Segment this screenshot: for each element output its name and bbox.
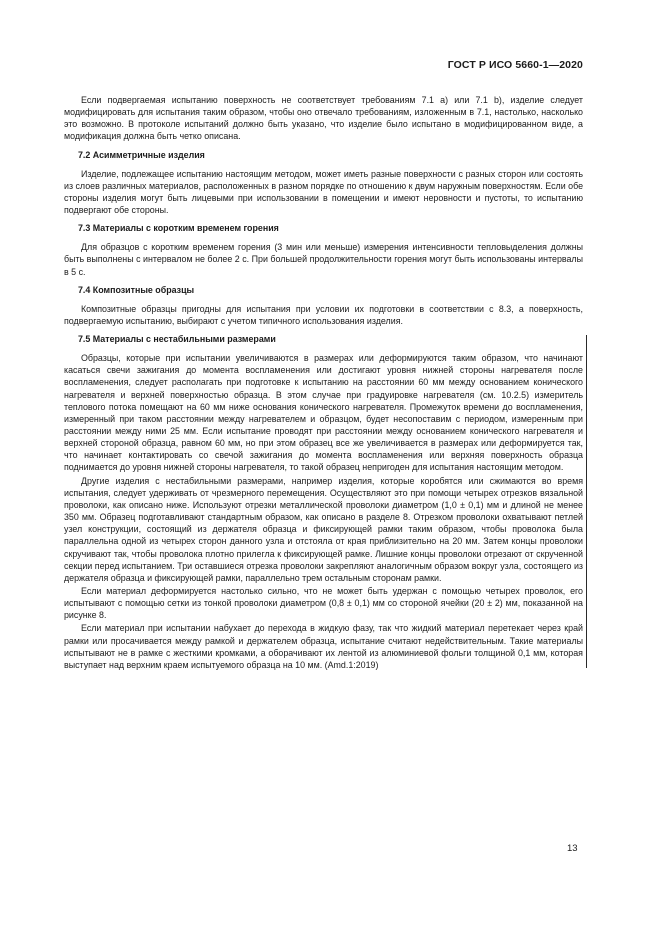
section-7-3-paragraph: Для образцов с коротким временем горения (3 мин или меньше) измерения интенсивности тепловыделения должны быть выполнены с интервалом не более 2 с. При большей продолжительности горения могут быть использованы интервалы в 5 с. — [64, 242, 583, 277]
section-7-5-paragraph-2: Другие изделия с нестабильными размерами, например изделия, которые коробятся или сжимаются во время испытания, следует удерживать от чрезмерного перемещения. Осуществляют это при помощи четырех отрезков вязальной проволоки, как описано ниже. Используют отрезки металлической проволоки диаметром (1,0 ± 0,1) мм и длиной не менее 350 мм. Образец подготавливают стандартным образом, как описано в разделе 8. Отрезком проволоки охватывают петлей узел конструкции, состоящий из держателя образца и фиксирующей рамки таким образом, чтобы проволока была параллельна одной из четырех сторон данного узла и отстояла от края приблизительно на 20 мм. Затем концы проволоки скручивают так, чтобы проволока плотно прилегла к фиксирующей рамке. Лишние концы проволоки отрезают от скрученной секции перед испытанием. Три оставшиеся отрезка проволоки закрепляют аналогичным образом вокруг узла, состоящего из держателя образца и фиксирующей рамки, параллельно трем остальным сторонам рамки. — [64, 475, 583, 583]
page-number: 13 — [567, 843, 578, 854]
section-heading-7-5: 7.5 Материалы с нестабильными размерами — [78, 334, 276, 345]
standard-designation: ГОСТ Р ИСО 5660-1—2020 — [447, 59, 583, 71]
amended-section-7-5 — [64, 333, 583, 671]
change-marker-bar — [586, 335, 588, 668]
section-heading-7-4: 7.4 Композитные образцы — [78, 284, 195, 295]
intro-paragraph: Если подвергаемая испытанию поверхность не соответствует требованиям 7.1 а) или 7.1 b), изделие следует модифицировать для испытания таким образом, чтобы оно отвечало требованиям, изложенным в 7.1, настолько, насколько это возможно. В протоколе испытаний должно быть указано, что изделие было испытано в модифицированном виде, а модификация должна быть четко описана. — [64, 95, 583, 142]
section-7-4-paragraph: Композитные образцы пригодны для испытания при условии их подготовки в соответствии с 8.3, а поверхность, подвергаемую испытанию, выбирают с учетом типичного использования изделия. — [64, 303, 583, 326]
section-7-5-paragraph-1: Образцы, которые при испытании увеличиваются в размерах или деформируются таким образом, что начинают касаться свечи зажигания до момента воспламенения или достигают уровня нижней стороны нагревателя после воспламенения, следует располагать при подготовке к испытанию на расстоянии 60 мм между основанием конического нагревателя и верхней поверхностью образца. В этом случае при градуировке нагревателя (см. 10.2.5) измеритель теплового потока помещают на 60 мм ниже основания конического нагревателя. Промежуток времени до воспламенения, измеренный при таком расстоянии между нагревателем и образцом, будет несопоставим с периодом, измеренным при расстоянии между ними 25 мм. Если испытание проводят при расстоянии между основанием конического нагревателя и верхней стороной образца, равном 60 мм, но при этом образец все же увеличивается в размерах или деформируется так, что начинает контактировать со свечой зажигания до момента воспламенения или верхняя поверхность образца поднимается до уровня нижней стороны нагревателя, то такой образец непригоден для испытания настоящим методом. — [64, 353, 583, 473]
page-content — [64, 94, 583, 671]
section-7-2-paragraph: Изделие, подлежащее испытанию настоящим методом, может иметь разные поверхности с разных сторон или состоять из слоев различных материалов, расположенных в разном порядке по отношению к двум наружным поверхностям. Если обе стороны изделия могут быть лицевыми при использовании в помещении и имеют неровности и пустоты, то испытанию подвергают обе стороны. — [64, 168, 583, 216]
section-heading-7-2: 7.2 Асимметричные изделия — [78, 149, 205, 160]
section-heading-7-3: 7.3 Материалы с коротким временем горения — [78, 223, 279, 234]
section-7-5-paragraph-4: Если материал при испытании набухает до перехода в жидкую фазу, так что жидкий материал перетекает через край рамки или просачивается между рамкой и держателем образца, испытание считают недействительным. Такие материалы испытывают не в рамке с жесткими кромками, а оборачивают их лентой из алюминиевой фольги толщиной 0,1 мм, которая выступает над верхним краем испытуемого образца на 10 мм. (Amd.1:2019) — [64, 623, 583, 670]
section-7-5-paragraph-3: Если материал деформируется настолько сильно, что не может быть удержан с помощью четырех проволок, его испытывают с помощью сетки из тонкой проволоки диаметром (0,8 ± 0,1) мм со стороной ячейки (20 ± 2) мм, показанной на рисунке 8. — [64, 586, 583, 621]
